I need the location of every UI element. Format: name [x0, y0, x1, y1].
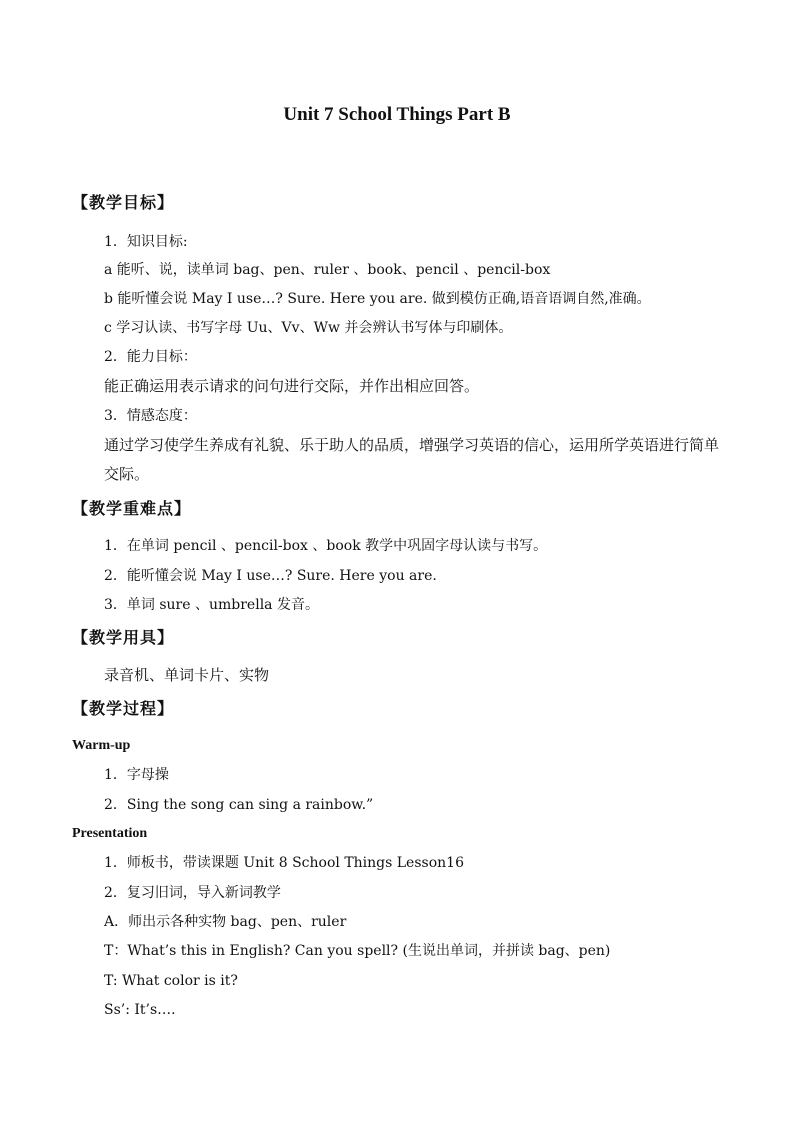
presentation-label: Presentation [72, 826, 148, 841]
tools-line-1: 录音机、单词卡片、实物 [104, 666, 270, 684]
presentation-line-5: T: What color is it? [104, 973, 238, 989]
warmup-label: Warm-up [72, 738, 131, 753]
presentation-line-2: 2．复习旧词，导入新词教学 [104, 885, 281, 901]
presentation-line-1: 1．师板书，带读课题 Unit 8 School Things Lesson16 [104, 855, 464, 871]
warmup-line-2: 2．Sing the song can sing a rainbow.” [104, 797, 374, 813]
heading-key-points: 【教学重难点】 [72, 499, 192, 518]
document-title: Unit 7 School Things Part B [283, 104, 511, 125]
objective-line-3: b 能听懂会说 May I use…? Sure. Here you are. 做到模仿正确,语音语调自然,准确。 [104, 291, 651, 307]
heading-tools: 【教学用具】 [72, 628, 175, 647]
objective-line-5: 2．能力目标： [104, 349, 197, 365]
objective-line-6: 能正确运用表示请求的问句进行交际，并作出相应回答。 [104, 377, 480, 395]
presentation-line-6: Ss’: It’s…. [104, 1002, 176, 1018]
objective-line-2: a 能听、说，读单词 bag、pen、ruler 、book、pencil 、pencil-box [104, 262, 551, 278]
objective-line-7: 3．情感态度： [104, 408, 197, 424]
objective-line-1: 1．知识目标: [104, 234, 188, 250]
key-point-line-1: 1．在单词 pencil 、pencil-box 、book 教学中巩固字母认读与书写。 [104, 538, 548, 554]
warmup-line-1: 1．字母操 [104, 767, 169, 783]
key-point-line-2: 2．能听懂会说 May I use…? Sure. Here you are. [104, 568, 437, 584]
heading-objectives: 【教学目标】 [72, 193, 175, 212]
key-point-line-3: 3．单词 sure 、umbrella 发音。 [104, 597, 319, 613]
presentation-line-3: A．师出示各种实物 bag、pen、ruler [104, 914, 347, 930]
objective-paragraph-8 [104, 431, 730, 489]
objective-line-8: 通过学习使学生养成有礼貌、乐于助人的品质，增强学习英语的信心，运用所学英语进行简单交际。 [104, 436, 720, 483]
presentation-line-4: T：What’s this in English? Can you spell? (生说出单词，并拼读 bag、pen) [104, 943, 611, 959]
heading-process: 【教学过程】 [72, 699, 175, 718]
objective-line-4: c 学习认读、书写字母 Uu、Vv、Ww 并会辨认书写体与印刷体。 [104, 320, 513, 336]
